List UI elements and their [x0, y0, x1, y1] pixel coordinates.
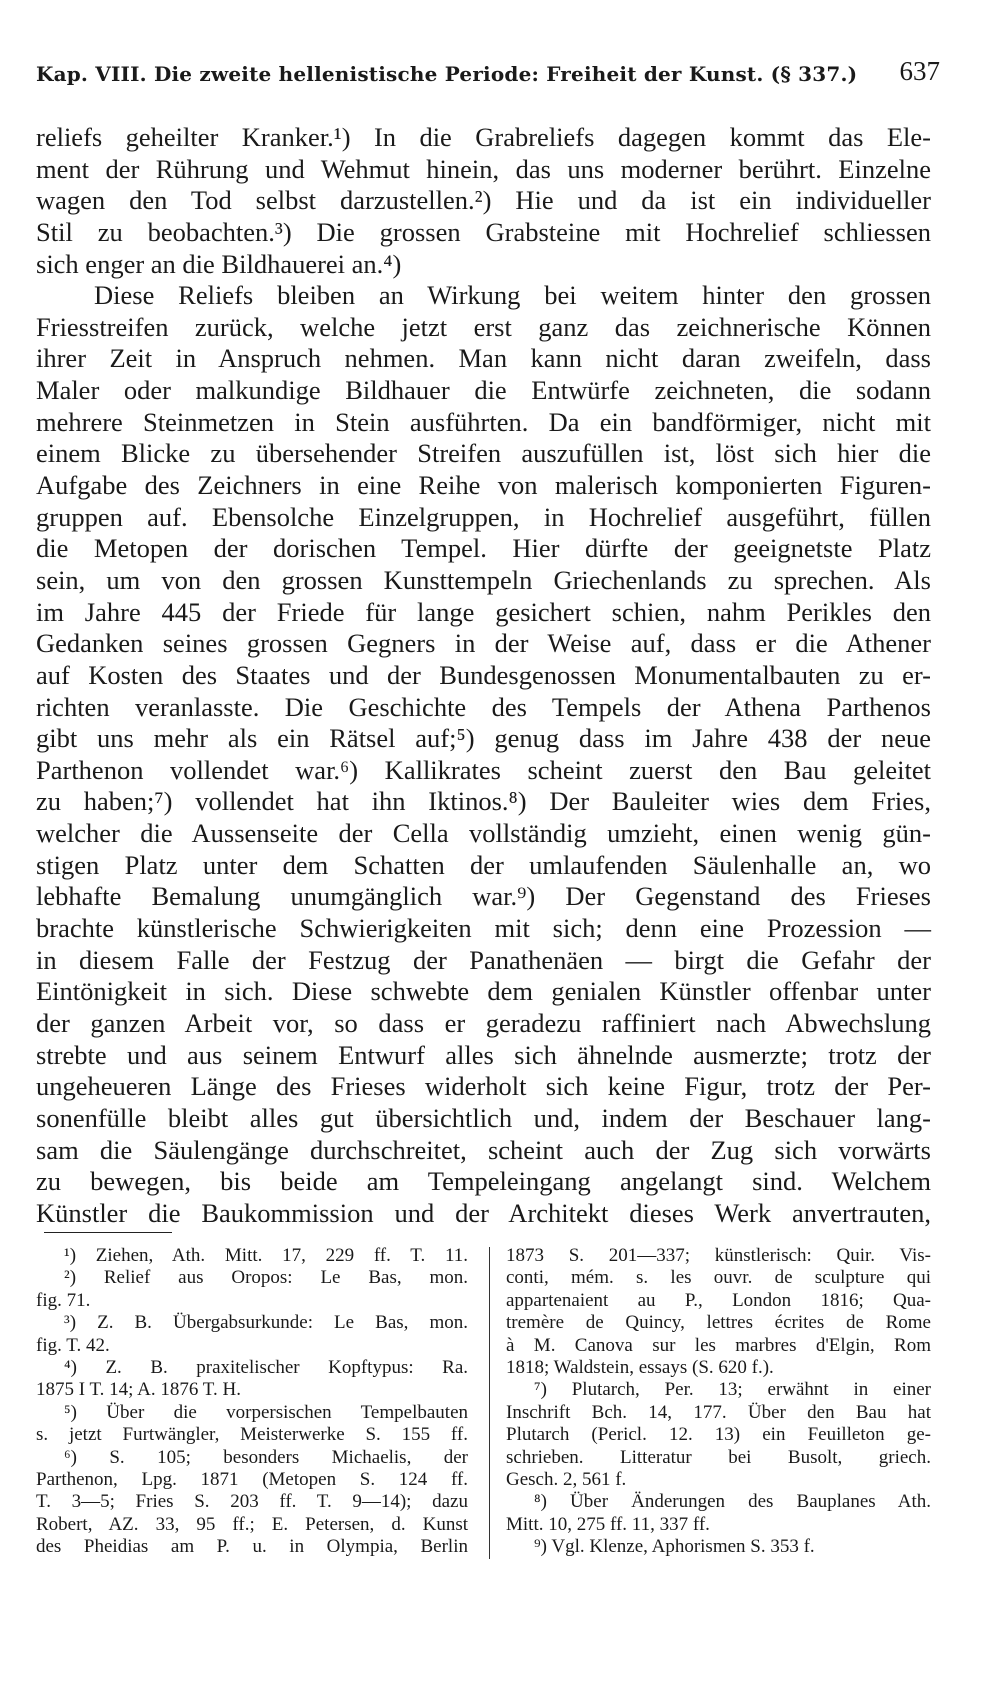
text-line: Gedanken seines grossen Gegners in der Weise auf, dass er die Athener	[36, 628, 931, 659]
footnote-line: Parthenon, Lpg. 1871 (Metopen S. 124 ff.	[36, 1468, 468, 1490]
text-line: ihrer Zeit in Anspruch nehmen. Man kann nicht daran zweifeln, dass	[36, 343, 931, 374]
footnote-line: 1873 S. 201—337; künstlerisch: Quir. Vis-	[506, 1245, 931, 1266]
text-line: wagen den Tod selbst darzustellen.²) Hie und da ist ein individueller	[36, 185, 931, 216]
footnote-line: s. jetzt Furtwängler, Meisterwerke S. 155 ff.	[36, 1424, 468, 1446]
text-line: sich enger an die Bildhauerei an.⁴)	[36, 248, 402, 279]
text-line: Friesstreifen zurück, welche jetzt erst ganz das zeichnerische Können	[36, 311, 931, 342]
text-line: im Jahre 445 der Friede für lange gesichert schien, nahm Perikles den	[36, 596, 931, 627]
footnote-line: fig. 71.	[36, 1289, 91, 1311]
footnote-line: Mitt. 10, 275 ff. 11, 337 ff.	[506, 1513, 710, 1535]
text-line: mehrere Steinmetzen in Stein ausführten. Da ein bandförmiger, nicht mit	[36, 406, 931, 437]
text-line: strebte und aus seinem Entwurf alles sich ähnelnde ausmerzte; trotz der	[36, 1039, 931, 1070]
text-line: in diesem Falle der Festzug der Panathenäen — birgt die Gefahr der	[36, 944, 931, 975]
footnote-line: tremère de Quincy, lettres écrites de Rome	[506, 1312, 931, 1334]
footnote-line: 1818; Waldstein, essays (S. 620 f.).	[506, 1356, 774, 1378]
text-line: Aufgabe des Zeichners in eine Reihe von malerisch komponierten Figuren-	[36, 470, 931, 501]
footnotes-left-column	[36, 1245, 468, 1558]
text-line: richten veranlasste. Die Geschichte des Tempels der Athena Parthenos	[36, 691, 931, 722]
text-line: welcher die Aussenseite der Cella vollständig umzieht, einen wenig gün-	[36, 818, 931, 849]
text-line: Künstler die Baukommission und der Architekt dieses Werk anvertrauten,	[36, 1197, 931, 1228]
footnote-line: Robert, AZ. 33, 95 ff.; E. Petersen, d. Kunst	[36, 1513, 468, 1535]
page-number: 637	[899, 56, 940, 86]
text-line: zu bewegen, bis beide am Tempeleingang angelangt sind. Welchem	[36, 1166, 931, 1197]
footnote-line: Inschrift Bch. 14, 177. Über den Bau hat	[506, 1401, 931, 1423]
footnote-line: ²) Relief aus Oropos: Le Bas, mon.	[64, 1267, 468, 1289]
text-line: Diese Reliefs bleiben an Wirkung bei weitem hinter den grossen	[94, 280, 931, 311]
footnote-line: conti, mém. s. les ouvr. de sculpture qui	[506, 1267, 931, 1289]
running-title: Kap. VIII. Die zweite hellenistische Periode: Freiheit der Kunst. (§ 337.)	[36, 62, 858, 86]
text-line: gibt uns mehr als ein Rätsel auf;⁵) genug dass im Jahre 438 der neue	[36, 723, 931, 754]
main-text	[36, 122, 931, 1229]
text-line: gruppen auf. Ebensolche Einzelgruppen, in Hochrelief ausgeführt, füllen	[36, 501, 931, 532]
text-line: die Metopen der dorischen Tempel. Hier dürfte der geeignetste Platz	[36, 533, 931, 564]
footnote-column-divider	[489, 1247, 490, 1559]
footnote-line: ⁵) Über die vorpersischen Tempelbauten	[64, 1401, 468, 1423]
text-line: ungeheueren Länge des Frieses widerholt sich keine Figur, trotz der Per-	[36, 1071, 931, 1102]
footnote-line: fig. T. 42.	[36, 1334, 110, 1356]
footnote-line: ⁸) Über Änderungen des Bauplanes Ath.	[534, 1491, 931, 1513]
footnote-line: ⁴) Z. B. praxitelischer Kopftypus: Ra.	[64, 1356, 468, 1378]
text-line: zu haben;⁷) vollendet hat ihn Iktinos.⁸) Der Bauleiter wies dem Fries,	[36, 786, 931, 817]
footnote-line: à M. Canova sur les marbres d'Elgin, Rom	[506, 1334, 931, 1356]
footnote-line: Gesch. 2, 561 f.	[506, 1468, 627, 1490]
text-line: sein, um von den grossen Kunsttempeln Griechenlands zu sprechen. Als	[36, 564, 931, 595]
footnote-line: schrieben. Litteratur bei Busolt, griech.	[506, 1446, 931, 1468]
footnote-line: ⁹) Vgl. Klenze, Aphorismen S. 353 f.	[534, 1536, 815, 1558]
text-line: Maler oder malkundige Bildhauer die Entwürfe zeichneten, die sodann	[36, 375, 931, 406]
running-header	[36, 50, 940, 90]
footnote-line: 1875 I T. 14; A. 1876 T. H.	[36, 1379, 241, 1401]
footnote-line: ³) Z. B. Übergabsurkunde: Le Bas, mon.	[64, 1312, 468, 1334]
text-line: brachte künstlerische Schwierigkeiten mit sich; denn eine Prozession —	[36, 913, 931, 944]
footnote-line: ¹) Ziehen, Ath. Mitt. 17, 229 ff. T. 11.	[64, 1245, 468, 1266]
text-line: stigen Platz unter dem Schatten der umlaufenden Säulenhalle an, wo	[36, 849, 931, 880]
text-line: Stil zu beobachten.³) Die grossen Grabsteine mit Hochrelief schliessen	[36, 216, 931, 247]
footnote-rule	[44, 1232, 172, 1233]
text-line: sam die Säulengänge durchschreitet, scheint auch der Zug sich vorwärts	[36, 1134, 931, 1165]
footnote-line: ⁷) Plutarch, Per. 13; erwähnt in einer	[534, 1379, 931, 1401]
text-line: reliefs geheilter Kranker.¹) In die Grabreliefs dagegen kommt das Ele-	[36, 122, 931, 152]
text-line: auf Kosten des Staates und der Bundesgenossen Monumentalbauten zu er-	[36, 659, 931, 690]
footnote-line: Plutarch (Pericl. 12. 13) ein Feuilleton ge-	[506, 1424, 931, 1446]
text-line: der ganzen Arbeit vor, so dass er geradezu raffiniert nach Abwechslung	[36, 1007, 931, 1038]
footnotes-right-column	[506, 1245, 931, 1558]
text-line: Parthenon vollendet war.⁶) Kallikrates scheint zuerst den Bau geleitet	[36, 754, 931, 785]
text-line: lebhafte Bemalung unumgänglich war.⁹) Der Gegenstand des Frieses	[36, 881, 931, 912]
footnote-line: ⁶) S. 105; besonders Michaelis, der	[64, 1446, 468, 1468]
footnote-line: des Pheidias am P. u. in Olympia, Berlin	[36, 1536, 468, 1558]
text-line: sonenfülle bleibt alles gut übersichtlich und, indem der Beschauer lang-	[36, 1102, 931, 1133]
footnote-line: appartenaient au P., London 1816; Qua-	[506, 1289, 931, 1311]
text-line: Eintönigkeit in sich. Diese schwebte dem genialen Künstler offenbar unter	[36, 976, 931, 1007]
footnote-line: T. 3—5; Fries S. 203 ff. T. 9—14); dazu	[36, 1491, 468, 1513]
text-line: ment der Rührung und Wehmut hinein, das uns moderner berührt. Einzelne	[36, 153, 931, 184]
text-line: einem Blicke zu übersehender Streifen auszufüllen ist, löst sich hier die	[36, 438, 931, 469]
